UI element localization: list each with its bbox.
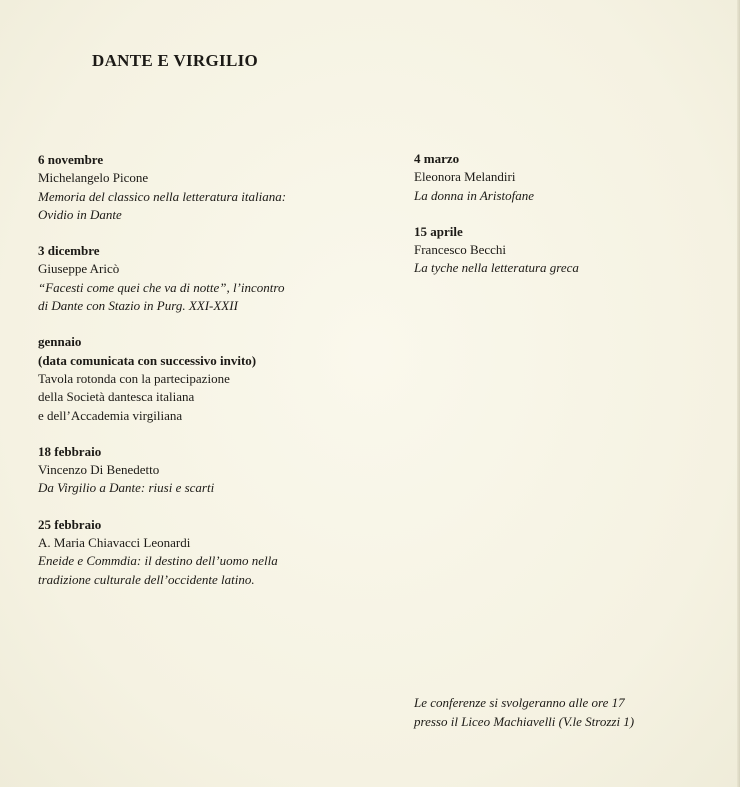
event-topic: La donna in Aristofane	[414, 187, 535, 203]
event-speaker: A. Maria Chiavacci Leonardi	[38, 535, 191, 551]
event-gennaio	[38, 333, 368, 424]
venue-note-line: presso il Liceo Machiavelli (V.le Strozzi 1)	[414, 714, 635, 729]
event-topic: Ovidio in Dante	[38, 206, 122, 222]
event-speaker: Vincenzo Di Benedetto	[38, 462, 160, 478]
event-topic: di Dante con Stazio in Purg. XXI-XXII	[38, 298, 238, 314]
event-date: 4 marzo	[414, 151, 460, 166]
event-speaker: Eleonora Melandiri	[414, 169, 516, 185]
event-description: della Società dantesca italiana	[38, 389, 195, 405]
event-description: Tavola rotonda con la partecipazione	[38, 370, 230, 386]
event-4-marzo	[414, 150, 714, 205]
left-column	[38, 151, 368, 607]
event-topic: “Facesti come quei che va di notte”, l’incontro	[38, 279, 285, 295]
venue-note	[414, 693, 634, 731]
event-3-dicembre	[38, 242, 368, 315]
event-date: 3 dicembre	[38, 243, 100, 259]
event-topic: Da Virgilio a Dante: riusi e scarti	[38, 480, 215, 496]
event-speaker: Michelangelo Picone	[38, 170, 149, 186]
event-date-note: (data comunicata con successivo invito)	[38, 352, 257, 368]
event-date: 18 febbraio	[38, 443, 102, 459]
event-date: 6 novembre	[38, 152, 104, 167]
event-topic: Eneide e Commdia: il destino dell’uomo nella	[38, 553, 278, 569]
event-description: e dell’Accademia virgiliana	[38, 407, 183, 423]
event-topic: La tyche nella letteratura greca	[414, 260, 579, 276]
event-date: 25 febbraio	[38, 516, 102, 532]
event-speaker: Francesco Becchi	[414, 242, 507, 258]
event-25-febbraio	[38, 516, 368, 589]
event-15-aprile	[414, 223, 714, 278]
page-title: DANTE E VIRGILIO	[92, 51, 259, 70]
event-date: 15 aprile	[414, 223, 463, 239]
event-18-febbraio	[38, 443, 368, 498]
event-speaker: Giuseppe Aricò	[38, 261, 120, 277]
right-column	[414, 150, 714, 296]
event-date: gennaio	[38, 334, 82, 350]
event-topic: tradizione culturale dell’occidente latino.	[38, 571, 255, 587]
event-6-novembre	[38, 151, 368, 224]
venue-note-line: Le conferenze si svolgeranno alle ore 17	[414, 695, 625, 710]
event-topic: Memoria del classico nella letteratura italiana:	[38, 188, 287, 204]
